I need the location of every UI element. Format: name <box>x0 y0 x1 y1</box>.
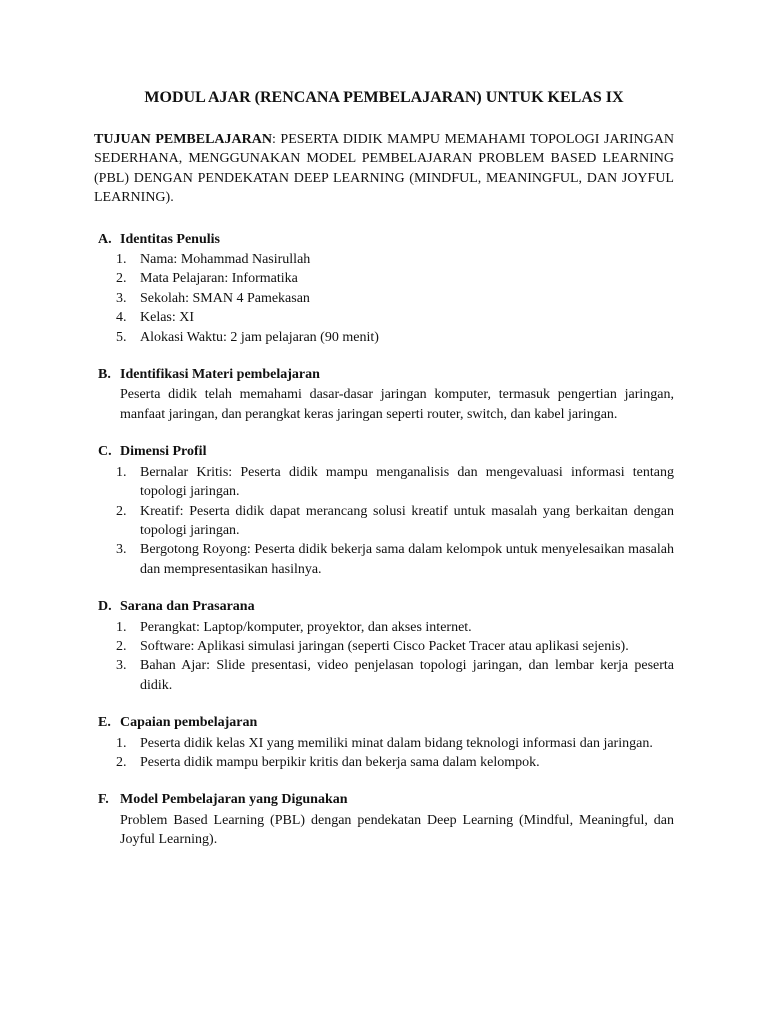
section-title: Model Pembelajaran yang Digunakan <box>120 792 348 808</box>
list-item <box>94 328 674 347</box>
section-body: Peserta didik telah memahami dasar-dasar jaringan komputer, termasuk pengertian jaringan, manfaat jaringan, dan perangkat keras jaringan seperti router, switch, dan kabel jaringan. <box>120 387 674 422</box>
learning-objective-label: TUJUAN PEMBELAJARAN <box>94 132 272 147</box>
list-item-text: Sekolah: SMAN 4 Pamekasan <box>140 290 310 306</box>
list-item <box>94 618 674 637</box>
list-item-text: Perangkat: Laptop/komputer, proyektor, dan akses internet. <box>140 619 472 635</box>
section-heading <box>94 442 674 461</box>
list-item-number: 1. <box>116 619 127 635</box>
section-letter: F. <box>98 792 109 808</box>
list-item-text: Peserta didik kelas XI yang memiliki minat dalam bidang teknologi informasi dan jaringan. <box>140 735 653 751</box>
list-item-number: 5. <box>116 329 127 345</box>
numbered-list <box>94 618 674 696</box>
list-item-number: 3. <box>116 658 127 674</box>
list-item-number: 4. <box>116 310 127 326</box>
list-item-number: 2. <box>116 754 127 770</box>
list-item <box>94 269 674 288</box>
numbered-list <box>94 250 674 347</box>
list-item <box>94 734 674 753</box>
section-title: Sarana dan Prasarana <box>120 599 255 615</box>
section-capaian-pembelajaran <box>94 713 674 772</box>
list-item-number: 3. <box>116 290 127 306</box>
list-item <box>94 502 674 541</box>
list-item-number: 3. <box>116 542 127 558</box>
list-item-number: 1. <box>116 252 127 268</box>
list-item <box>94 463 674 502</box>
section-heading <box>94 365 674 384</box>
list-item <box>94 753 674 772</box>
list-item-text: Kreatif: Peserta didik dapat merancang solusi kreatif untuk masalah yang berkaitan dengan topologi jaringan. <box>140 503 674 538</box>
section-letter: A. <box>98 231 112 247</box>
list-item-number: 1. <box>116 464 127 480</box>
section-letter: D. <box>98 599 112 615</box>
learning-objective-text: : PESERTA DIDIK MAMPU MEMAHAMI TOPOLOGI JARINGAN SEDERHANA, MENGGUNAKAN MODEL PEMBELAJARAN PROBLEM BASED LEARNING (PBL) DENGAN PENDEKATAN DEEP LEARNING (MINDFUL, MEANINGFUL, DAN JOYFUL LEARNING). <box>94 132 674 206</box>
list-item-text: Alokasi Waktu: 2 jam pelajaran (90 menit) <box>140 329 379 345</box>
list-item-text: Software: Aplikasi simulasi jaringan (seperti Cisco Packet Tracer atau aplikasi sejenis). <box>140 638 629 654</box>
list-item-text: Bergotong Royong: Peserta didik bekerja sama dalam kelompok untuk menyelesaikan masalah dan mempresentasikan hasilnya. <box>140 542 674 577</box>
section-title: Dimensi Profil <box>120 444 207 460</box>
section-identifikasi-materi <box>94 365 674 424</box>
section-title: Identitas Penulis <box>120 231 220 247</box>
section-letter: B. <box>98 367 111 383</box>
section-title: Capaian pembelajaran <box>120 715 258 731</box>
section-letter: E. <box>98 715 111 731</box>
list-item <box>94 308 674 327</box>
section-letter: C. <box>98 444 112 460</box>
numbered-list <box>94 734 674 773</box>
section-model-pembelajaran <box>94 790 674 849</box>
section-identitas-penulis <box>94 230 674 347</box>
list-item-text: Bernalar Kritis: Peserta didik mampu menganalisis dan mengevaluasi informasi tentang topologi jaringan. <box>140 464 674 500</box>
document-title: MODUL AJAR (RENCANA PEMBELAJARAN) UNTUK KELAS IX <box>144 89 624 106</box>
list-item-text: Bahan Ajar: Slide presentasi, video penjelasan topologi jaringan, dan lembar kerja peserta didik. <box>140 658 674 693</box>
section-dimensi-profil <box>94 442 674 579</box>
list-item-text: Peserta didik mampu berpikir kritis dan bekerja sama dalam kelompok. <box>140 754 540 770</box>
list-item-text: Kelas: XI <box>140 310 195 326</box>
list-item <box>94 540 674 579</box>
section-sarana-prasarana <box>94 597 674 695</box>
section-heading <box>94 790 674 809</box>
section-heading <box>94 230 674 249</box>
list-item <box>94 637 674 656</box>
list-item <box>94 289 674 308</box>
list-item-number: 2. <box>116 503 127 519</box>
list-item <box>94 250 674 269</box>
section-body: Problem Based Learning (PBL) dengan pendekatan Deep Learning (Mindful, Meaningful, dan Joyful Learning). <box>120 812 674 848</box>
learning-objective <box>94 130 674 208</box>
list-item-text: Nama: Mohammad Nasirullah <box>140 252 311 268</box>
list-item-text: Mata Pelajaran: Informatika <box>140 271 298 287</box>
section-heading <box>94 597 674 616</box>
list-item-number: 2. <box>116 638 127 654</box>
list-item-number: 1. <box>116 735 127 751</box>
section-heading <box>94 713 674 732</box>
list-item-number: 2. <box>116 271 127 287</box>
list-item <box>94 656 674 695</box>
numbered-list <box>94 463 674 579</box>
section-title: Identifikasi Materi pembelajaran <box>120 367 320 383</box>
